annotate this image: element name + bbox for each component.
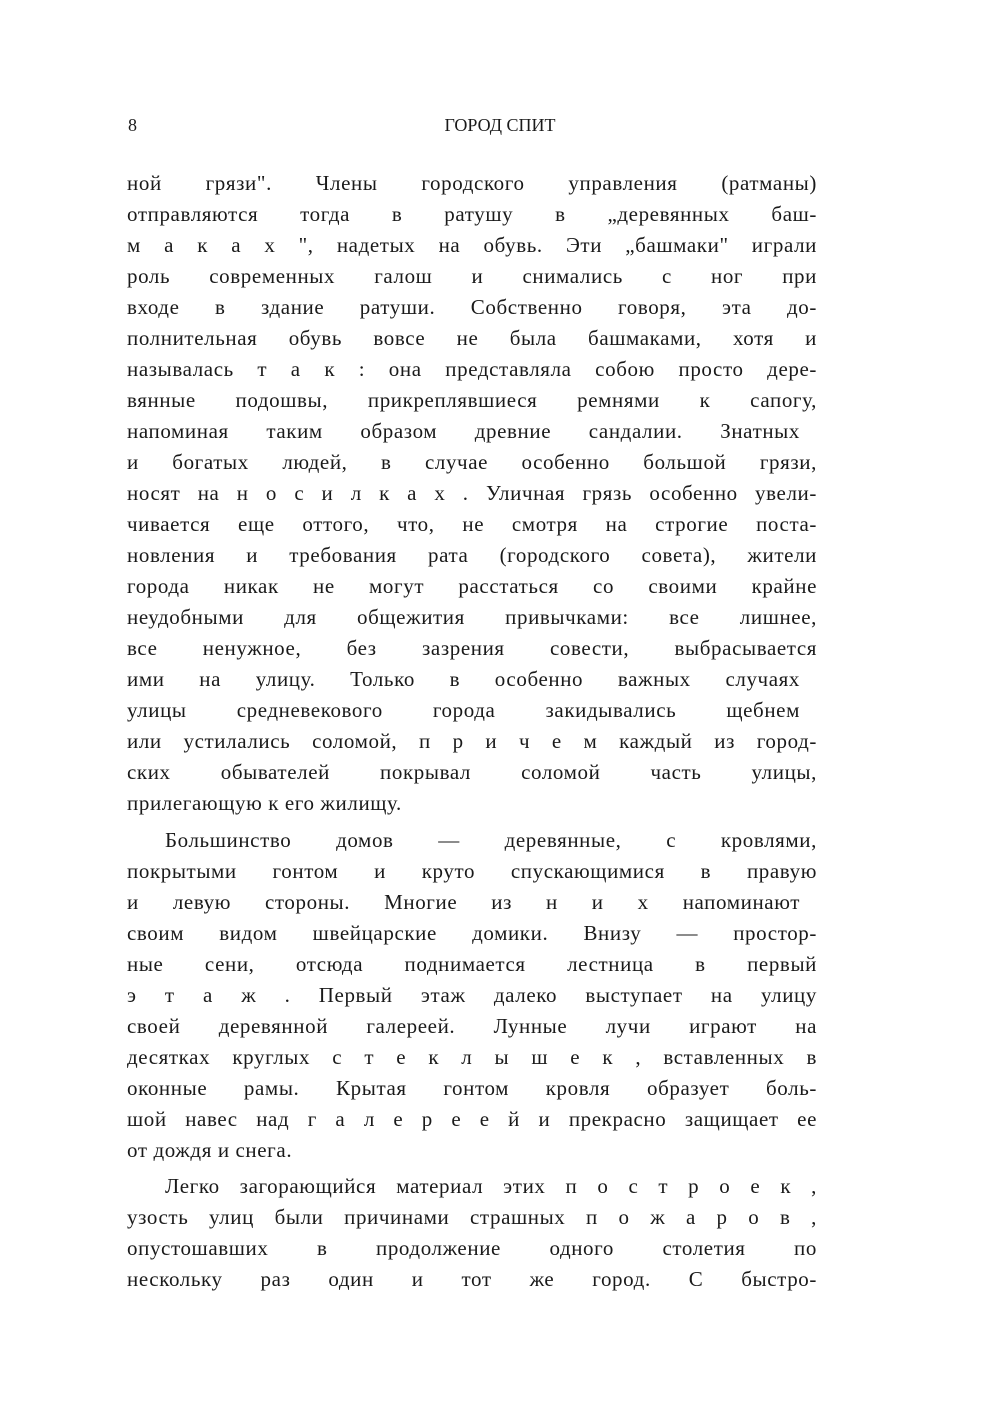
text-line: роль современных галош и снимались с ног при	[127, 264, 817, 288]
text-line: прилегающую к его жилищу.	[127, 791, 402, 815]
text-line: десятках круглых с т е к л ы ш е к , вставленных в	[127, 1045, 817, 1069]
text-line: неудобными для общежития привычками: все лишнее,	[127, 605, 817, 629]
text-line: отправляются тогда в ратушу в „деревянных баш-	[127, 202, 817, 226]
text-line: новления и требования рата (городского совета), жители	[127, 543, 817, 567]
text-line: Легко загорающийся материал этих п о с т р о е к ,	[165, 1174, 817, 1198]
text-line: входе в здание ратуши. Собственно говоря, эта до-	[127, 295, 817, 319]
text-line: оконные рамы. Крытая гонтом кровля образует боль-	[127, 1076, 817, 1100]
running-title: ГОРОД СПИТ	[444, 115, 556, 135]
text-line: все ненужное, без зазрения совести, выбрасывается	[127, 636, 817, 660]
text-line: и богатых людей, в случае особенно большой грязи,	[127, 450, 817, 474]
text-line: ной грязи". Члены городского управления (ратманы)	[127, 171, 817, 195]
text-line: полнительная обувь вовсе не была башмаками, хотя и	[127, 326, 817, 350]
text-line: называлась т а к : она представляла собою просто дере-	[127, 357, 817, 381]
text-line: напоминая таким образом древние сандалии. Знатных	[127, 419, 800, 443]
text-line: ные сени, отсюда поднимается лестница в первый	[127, 952, 817, 976]
text-line: опустошавших в продолжение одного столетия по	[127, 1236, 817, 1260]
text-line: м а к а х ", надетых на обувь. Эти „башмаки" играли	[127, 233, 817, 257]
text-line: покрытыми гонтом и круто спускающимися в правую	[127, 859, 817, 883]
text-line: нескольку раз один и тот же город. С быстро-	[127, 1267, 817, 1291]
text-line: шой навес над г а л е р е е й и прекрасно защищает ее	[127, 1107, 817, 1131]
text-line: узость улиц были причинами страшных п о ж а р о в ,	[127, 1205, 817, 1229]
text-line: или устилались соломой, п р и ч е м каждый из город-	[127, 729, 817, 753]
text-line: улицы средневекового города закидывались щебнем	[127, 698, 800, 722]
text-line: вянные подошвы, прикреплявшиеся ремнями к сапогу,	[127, 388, 817, 412]
text-line: носят на н о с и л к а х . Уличная грязь особенно увели-	[127, 481, 817, 505]
page-number: 8	[128, 115, 137, 135]
text-line: чивается еще оттого, что, не смотря на строгие поста-	[127, 512, 817, 536]
text-line: от дождя и снега.	[127, 1138, 293, 1162]
text-line: города никак не могут расстаться со своими крайне	[127, 574, 817, 598]
text-line: ими на улицу. Только в особенно важных случаях	[127, 667, 800, 691]
text-line: э т а ж . Первый этаж далеко выступает на улицу	[127, 983, 817, 1007]
text-line: ских обывателей покрывал соломой часть улицы,	[127, 760, 817, 784]
text-line: Большинство домов — деревянные, с кровлями,	[165, 828, 817, 852]
text-line: своим видом швейцарские домики. Внизу — простор-	[127, 921, 817, 945]
text-line: и левую стороны. Многие из н и х напоминают	[127, 890, 800, 914]
text-line: своей деревянной галереей. Лунные лучи играют на	[127, 1014, 817, 1038]
